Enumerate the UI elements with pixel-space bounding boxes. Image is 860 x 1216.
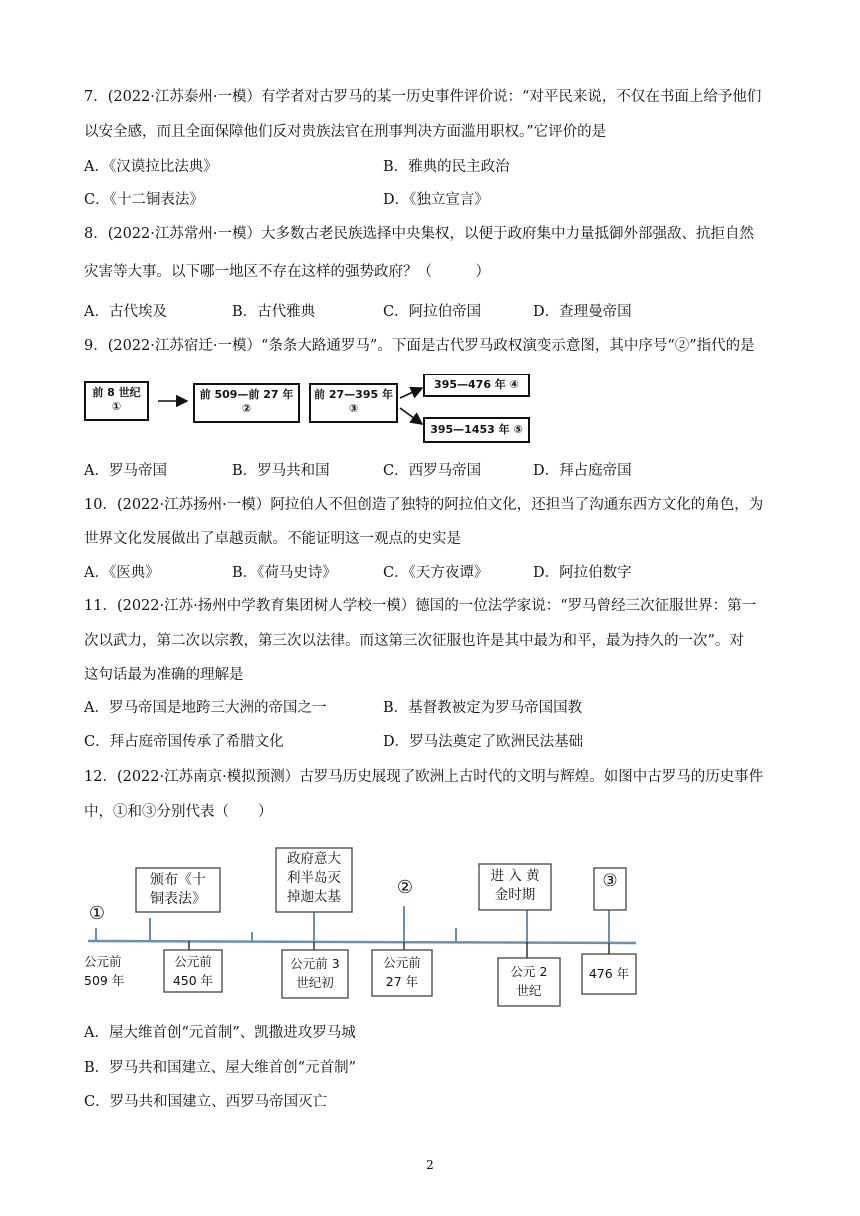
timeline-date-1-line2: 450 年 (172, 973, 214, 988)
timeline-mark-3: ③ (602, 871, 618, 891)
q9-option-a[interactable]: A．罗马帝国 (84, 463, 167, 479)
q10-stem-line2: 世界文化发展做出了卓越贡献。不能证明这一观点的史实是 (84, 531, 461, 547)
timeline-event-2-line3: 掉迦太基 (287, 889, 341, 905)
q11-option-b[interactable]: B．基督教被定为罗马帝国国教 (383, 700, 583, 716)
q12-stem-line1: 12．(2022·江苏南京·模拟预测）古罗马历史展现了欧洲上古时代的文明与辉煌。如图中古罗马的历史事件 (84, 769, 764, 785)
q8-option-a[interactable]: A．古代埃及 (84, 304, 167, 320)
q11-stem-line1: 11．(2022·江苏·扬州中学教育集团树人学校一模）德国的一位法学家说：“罗马曾经三次征服世界：第一 (84, 598, 757, 614)
diagram-box4: 395—476 年 ④ (434, 378, 519, 391)
timeline-event-3-line1: 进 入 黄 (490, 868, 540, 884)
timeline-date-1-line1: 公元前 (174, 954, 212, 969)
timeline-date-3-line2: 27 年 (385, 974, 419, 989)
q7-option-d[interactable]: D．《独立宣言》 (383, 192, 489, 208)
timeline-event-3-line2: 金时期 (494, 887, 536, 903)
q8-option-d[interactable]: D．查理曼帝国 (533, 304, 632, 320)
diagram-box1-mark: ① (111, 400, 122, 413)
diagram-box1-date: 前 8 世纪 (92, 386, 141, 399)
q12-option-c[interactable]: C．罗马共和国建立、西罗马帝国灭亡 (84, 1094, 328, 1110)
q10-option-d[interactable]: D．阿拉伯数字 (533, 565, 632, 581)
timeline-date-5: 476 年 (588, 966, 630, 981)
q9-option-c[interactable]: C．西罗马帝国 (383, 463, 482, 479)
q7-option-c[interactable]: C．《十二铜表法》 (84, 192, 204, 208)
timeline-event-1-line2: 铜表法》 (150, 891, 206, 907)
rome-timeline (84, 838, 644, 1008)
q11-option-a[interactable]: A．罗马帝国是地跨三大洲的帝国之一 (84, 700, 327, 716)
q10-option-a[interactable]: A．《医典》 (84, 565, 160, 581)
q12-stem-line2: 中，①和③分别代表（ ） (84, 804, 273, 820)
q11-option-c[interactable]: C．拜占庭帝国传承了希腊文化 (84, 734, 284, 750)
q8-option-b[interactable]: B．古代雅典 (232, 304, 316, 320)
q12-option-b[interactable]: B．罗马共和国建立、屋大维首创“元首制” (84, 1060, 356, 1076)
q12-option-a[interactable]: A．屋大维首创“元首制”、凯撒进攻罗马城 (84, 1025, 356, 1041)
q11-option-d[interactable]: D．罗马法奠定了欧洲民法基础 (383, 734, 584, 750)
q10-stem-line1: 10．(2022·江苏扬州·一模）阿拉伯人不但创造了独特的阿拉伯文化，还担当了沟通东西方文化的角色，为 (84, 497, 764, 513)
diagram-box2-date: 前 509—前 27 年 (199, 388, 294, 401)
diagram-box2-mark: ② (241, 402, 252, 415)
q9-option-b[interactable]: B．罗马共和国 (232, 463, 330, 479)
timeline-start-label-2: 509 年 (84, 973, 125, 988)
q8-stem-line1: 8．(2022·江苏常州·一模）大多数古老民族选择中央集权，以便于政府集中力量抵御外部强敌、抗拒自然 (84, 226, 754, 242)
timeline-date-2-line2: 世纪初 (296, 975, 334, 990)
timeline-event-2-line1: 政府意大 (287, 851, 341, 867)
rome-regime-diagram (84, 374, 544, 454)
diagram-box5: 395—1453 年 ⑤ (430, 423, 523, 436)
diagram-box3-date: 前 27—395 年 (314, 388, 393, 401)
timeline-date-3-line1: 公元前 (383, 955, 421, 970)
q11-stem-line3: 这句话最为准确的理解是 (84, 667, 244, 683)
q10-option-c[interactable]: C．《天方夜谭》 (383, 565, 489, 581)
q9-stem-line1: 9．(2022·江苏宿迁·一模）“条条大路通罗马”。下面是古代罗马政权演变示意图，其中序号“②”指代的是 (84, 338, 755, 354)
timeline-date-2-line1: 公元前 3 (290, 956, 340, 971)
q8-option-c[interactable]: C．阿拉伯帝国 (383, 304, 482, 320)
timeline-mark-2: ② (396, 877, 414, 898)
page-number: 2 (426, 1158, 434, 1172)
diagram-box3-mark: ③ (348, 402, 359, 415)
timeline-event-1-line1: 颁布《十 (150, 872, 206, 888)
q9-option-d[interactable]: D．拜占庭帝国 (533, 463, 632, 479)
q7-option-a[interactable]: A．《汉谟拉比法典》 (84, 159, 218, 175)
timeline-date-4-line2: 世纪 (516, 983, 542, 998)
timeline-date-4-line1: 公元 2 (510, 964, 548, 979)
timeline-event-2-line2: 利半岛灭 (287, 870, 341, 886)
q8-stem-line2: 灾害等大事。以下哪一地区不存在这样的强势政府？（ ） (84, 264, 490, 280)
q7-stem-line1: 7．(2022·江苏泰州·一模）有学者对古罗马的某一历史事件评价说：“对平民来说，不仅在书面上给予他们 (84, 89, 762, 105)
q11-stem-line2: 次以武力，第二次以宗教，第三次以法律。而这第三次征服也许是其中最为和平，最为持久的一次”。对 (84, 633, 744, 649)
timeline-mark-1: ① (88, 903, 106, 924)
timeline-start-label-1: 公元前 (84, 954, 122, 969)
q7-option-b[interactable]: B．雅典的民主政治 (383, 159, 510, 175)
q10-option-b[interactable]: B．《荷马史诗》 (232, 565, 337, 581)
q7-stem-line2: 以安全感，而且全面保障他们反对贵族法官在刑事判决方面滥用职权。”它评价的是 (84, 124, 607, 140)
